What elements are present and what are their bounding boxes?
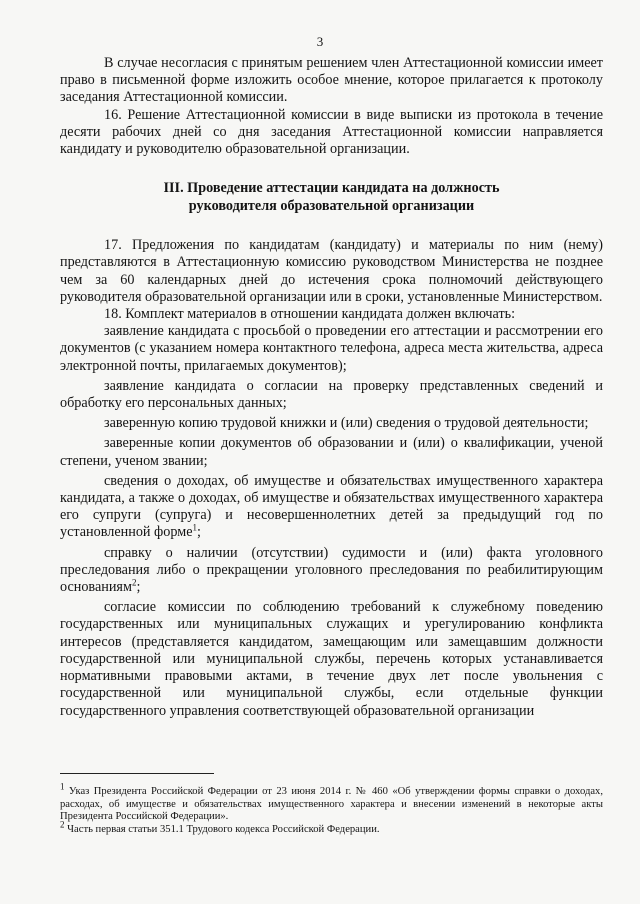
list-item-consent: заявление кандидата о согласии на проверку представленных сведений и обработку его персональных данных; (60, 377, 603, 412)
list-item-income: сведения о доходах, об имуществе и обязательствах имущественного характера кандидата, а также о доходах, об имуществе и обязательствах имущественного характера его супруги (супруга) и несовершеннолетних детей за предыдущий год по установленной форме$^1$; (60, 472, 603, 541)
section-heading (60, 179, 603, 215)
criminal-record-end: ; (136, 579, 141, 596)
criminal-record-text: справку о наличии (отсутствии) судимости и (или) факта уголовного преследования либо о прекращении уголовного преследования по реабилитирующим основаниям (60, 544, 603, 596)
list-item-employment-record: заверенную копию трудовой книжки и (или) сведения о трудовой деятельности; (104, 415, 589, 432)
footnotes (60, 781, 603, 836)
paragraph-dissent: В случае несогласия с принятым решением член Аттестационной комиссии имеет право в письменной форме изложить особое мнение, которое прилагается к протоколу заседания Аттестационной комиссии. (60, 55, 603, 106)
income-text: сведения о доходах, об имуществе и обязательствах имущественного характера кандидата, а также о доходах, об имуществе и обязательствах имущественного характера его супруги (супруга) и несовершеннолетних детей за предыдущий год по установленной форме (60, 472, 603, 541)
section-heading-line-2: руководителя образовательной организации (188, 198, 475, 215)
footnote-divider (60, 773, 214, 774)
footnote-1-text: Указ Президента Российской Федерации от 23 июня 2014 г. № 460 «Об утверждении формы справки о доходах, расходах, об имуществе и обязательствах имущественного характера и внесении изменений в некоторые акты Президента Российской Федерации». (60, 786, 603, 823)
document-body (60, 55, 603, 720)
section-heading-line-1: III. Проведение аттестации кандидата на должность (163, 180, 500, 197)
footnote-mark-1: 1 (60, 781, 65, 792)
list-item-education: заверенные копии документов об образовании и (или) о квалификации, ученой степени, ученом звании; (60, 435, 603, 469)
paragraph-17: 17. Предложения по кандидатам (кандидату) и материалы по ним (нему) представляются в Аттестационную комиссию руководством Министерства не позднее чем за 60 календарных дней до истечения срока полномочий действующего руководителя образовательной организации или в сроки, установленные Министерством. (60, 237, 603, 305)
footnote-ref-2: 2 (131, 577, 137, 588)
page-number: 3 (316, 34, 324, 49)
footnote-ref-1: 1 (192, 522, 197, 533)
paragraph-18: 18. Комплект материалов в отношении кандидата должен включать: (104, 306, 516, 323)
list-item-application: заявление кандидата с просьбой о проведении его аттестации и рассмотрении его документов (с указанием номера контактного телефона, адреса места жительства, адреса электронной почты, прилагаемых документов); (60, 323, 603, 374)
footnote-2 (60, 819, 603, 837)
footnote-2-text: Часть первая статьи 351.1 Трудового кодекса Российской Федерации. (67, 823, 380, 835)
footnote-1 (60, 781, 603, 824)
list-item-commission-consent: согласие комиссии по соблюдению требований к служебному поведению государственных или муниципальных служащих и урегулированию конфликта интересов (представляется кандидатом, замещающим или замещавшим должности государственной или муниципальной службы, перечень которых устанавливается нормативными правовыми актами, в течение двух лет после увольнения с государственной или муниципальной службы, если отдельные функции государственного управления соответствующей образовательной организации (60, 599, 603, 719)
paragraph-16: 16. Решение Аттестационной комиссии в виде выписки из протокола в течение десяти рабочих дней со дня заседания Аттестационной комиссии направляется кандидату и руководителю образовательной организации. (60, 106, 603, 158)
footnote-mark-2: 2 (60, 819, 65, 830)
list-item-criminal-record (60, 545, 603, 597)
